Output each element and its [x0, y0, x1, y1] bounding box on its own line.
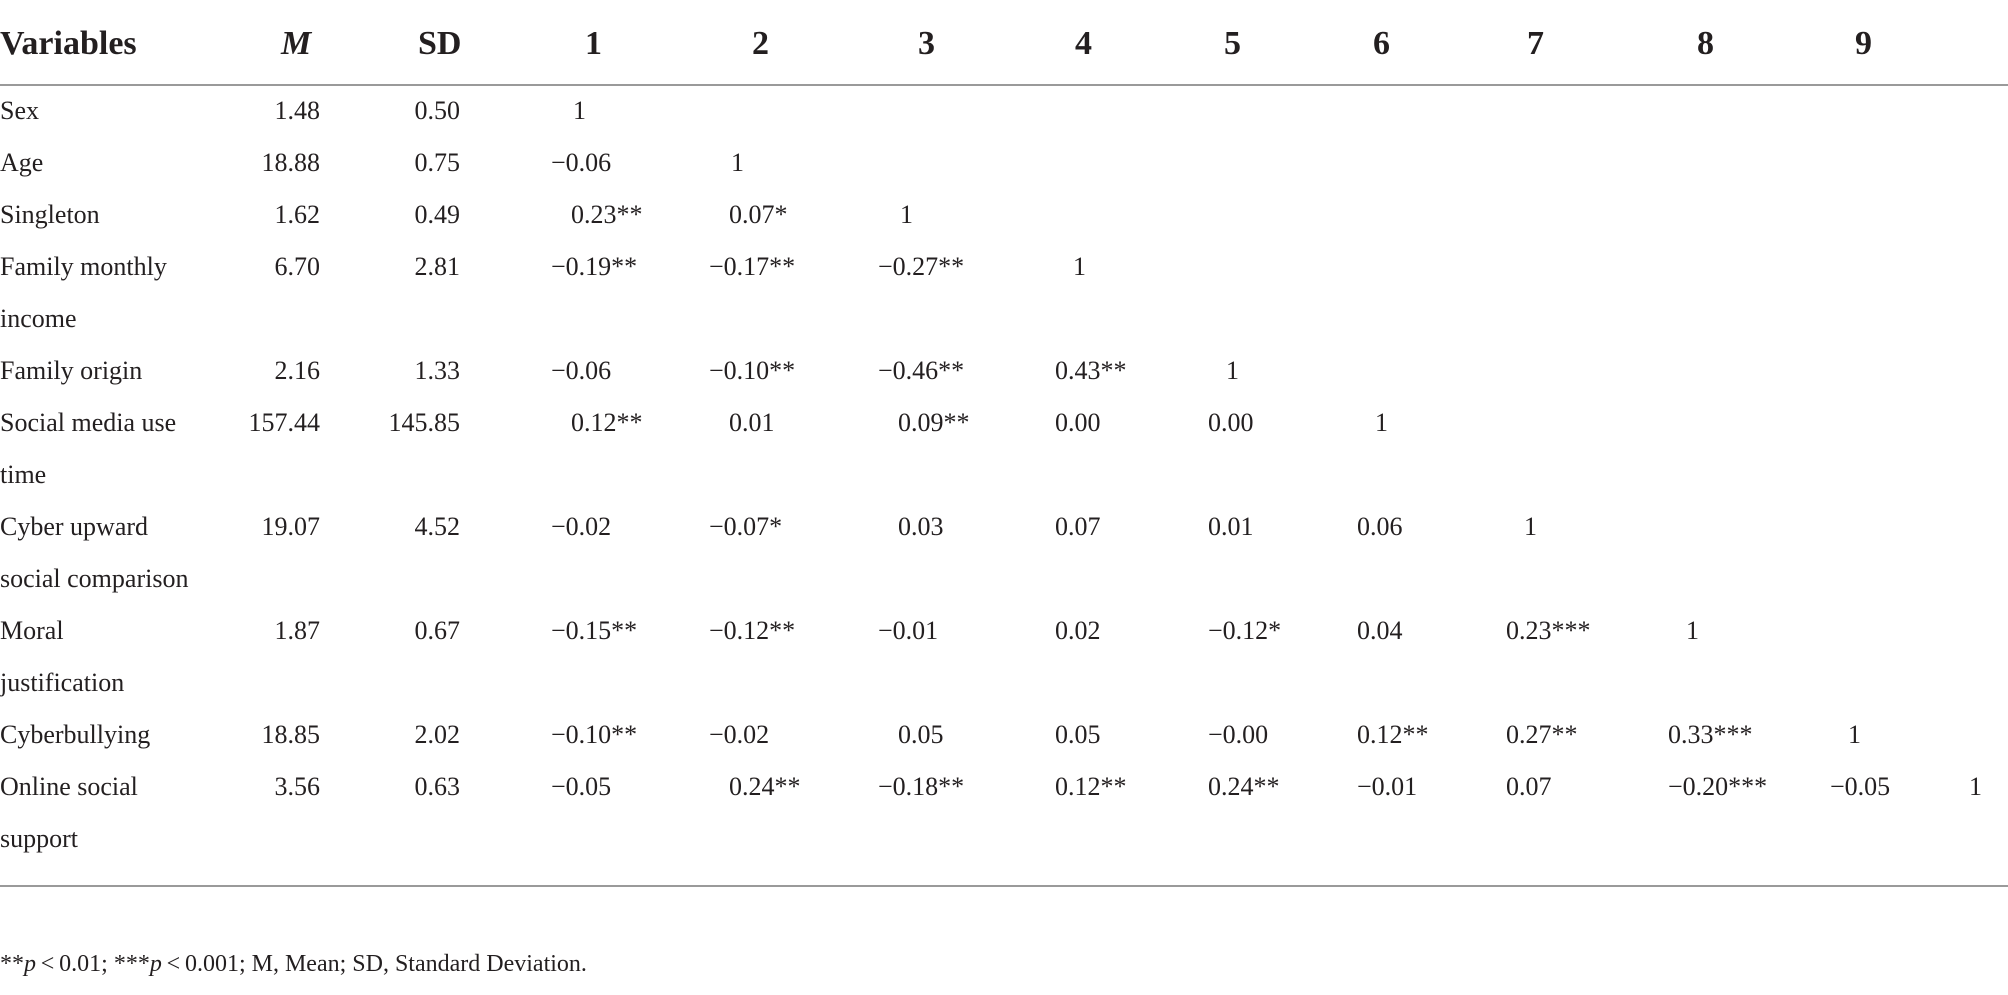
correlation-cell: 0.04 [1357, 616, 1403, 645]
correlation-cell: −0.18** [878, 772, 965, 801]
mean-value: 3.56 [274, 772, 320, 801]
correlation-cell: 0.02 [1055, 616, 1101, 645]
correlation-cell: 0.23*** [1506, 616, 1591, 645]
mean-value: 1.87 [274, 616, 320, 645]
sd-value: 0.50 [414, 96, 460, 125]
row-label: Family origin [0, 356, 143, 385]
correlation-cell: 0.01 [1208, 512, 1254, 541]
correlation-cell: 0.00 [1208, 408, 1254, 437]
sd-value: 0.75 [414, 148, 460, 177]
correlation-cell: −0.15** [551, 616, 638, 645]
header-col-3: 3 [918, 25, 935, 62]
correlation-cell: −0.02 [551, 512, 612, 541]
correlation-cell: 0.01 [729, 408, 775, 437]
correlation-cell: 0.23** [571, 200, 643, 229]
sd-value: 0.67 [414, 616, 460, 645]
footnote-p-1: p [24, 951, 36, 977]
correlation-cell: −0.20*** [1668, 772, 1768, 801]
row-label: Moral [0, 616, 64, 645]
sd-value: 4.52 [414, 512, 460, 541]
correlation-cell: 0.27** [1506, 720, 1578, 749]
correlation-cell: 0.00 [1055, 408, 1101, 437]
header-col-5: 5 [1224, 25, 1241, 62]
row-label: income [0, 304, 77, 333]
mean-value: 1.62 [274, 200, 320, 229]
correlation-cell: −0.17** [709, 252, 796, 281]
correlation-cell: −0.12* [1208, 616, 1282, 645]
correlation-cell: 0.33*** [1668, 720, 1753, 749]
mean-value: 6.70 [274, 252, 320, 281]
mean-value: 2.16 [274, 356, 320, 385]
correlation-cell: −0.00 [1208, 720, 1269, 749]
correlation-cell: 0.09** [898, 408, 970, 437]
correlation-cell: 0.12** [1357, 720, 1429, 749]
correlation-cell: −0.07* [709, 512, 783, 541]
correlation-cell: −0.10** [709, 356, 796, 385]
correlation-cell: −0.01 [1357, 772, 1418, 801]
correlation-cell: 0.43** [1055, 356, 1127, 385]
header-col-4: 4 [1075, 25, 1092, 62]
correlation-cell: −0.05 [551, 772, 612, 801]
footnote-text-1: < 0.01; [36, 951, 114, 977]
row-label: Cyber upward [0, 512, 149, 541]
footnote-text-2: < 0.001; M, Mean; SD, Standard Deviation. [161, 951, 587, 977]
row-label: Sex [0, 96, 39, 125]
correlation-cell: −0.10** [551, 720, 638, 749]
row-label: time [0, 460, 47, 489]
header-variables: Variables [0, 25, 137, 62]
mean-value: 18.85 [261, 720, 320, 749]
correlation-cell: 0.07 [1506, 772, 1552, 801]
row-label: support [0, 824, 78, 853]
footnote-p-2: p [149, 951, 162, 977]
correlation-cell: 0.24** [729, 772, 801, 801]
correlation-cell: 1 [1375, 408, 1388, 437]
header-col-2: 2 [752, 25, 769, 62]
row-label: Family monthly [0, 252, 167, 281]
correlation-cell: 0.05 [898, 720, 944, 749]
correlation-cell: 1 [1848, 720, 1861, 749]
correlation-cell: −0.12** [709, 616, 796, 645]
header-sd: SD [418, 25, 462, 62]
correlation-cell: 1 [900, 200, 913, 229]
header-mean: M [281, 25, 312, 62]
sd-value: 2.81 [414, 252, 460, 281]
correlation-cell: −0.02 [709, 720, 770, 749]
sd-value: 0.49 [414, 200, 460, 229]
correlation-cell: 0.07* [729, 200, 788, 229]
sd-value: 0.63 [414, 772, 460, 801]
sd-value: 2.02 [414, 720, 460, 749]
correlation-cell: −0.06 [551, 148, 612, 177]
correlation-cell: −0.06 [551, 356, 612, 385]
correlation-cell: 1 [1686, 616, 1699, 645]
header-col-1: 1 [585, 25, 602, 62]
correlation-cell: 1 [573, 96, 586, 125]
correlation-cell: 0.24** [1208, 772, 1280, 801]
correlation-cell: 1 [1524, 512, 1537, 541]
mean-value: 1.48 [274, 96, 320, 125]
row-label: Cyberbullying [0, 720, 151, 749]
row-label: Singleton [0, 200, 100, 229]
correlation-cell: 1 [1226, 356, 1239, 385]
row-label: Online social [0, 772, 138, 801]
sd-value: 145.85 [388, 408, 460, 437]
footnote-stars-2: *** [113, 951, 150, 977]
correlation-cell: −0.01 [878, 616, 939, 645]
correlation-cell: 0.06 [1357, 512, 1403, 541]
correlation-cell: −0.19** [551, 252, 638, 281]
header-rule [0, 84, 2008, 86]
correlation-cell: 1 [1969, 772, 1982, 801]
mean-value: 19.07 [261, 512, 320, 541]
correlation-cell: 0.03 [898, 512, 944, 541]
mean-value: 18.88 [261, 148, 320, 177]
correlation-cell: 1 [731, 148, 744, 177]
mean-value: 157.44 [248, 408, 320, 437]
footnote-stars-1: ** [0, 951, 24, 977]
header-col-9: 9 [1855, 25, 1872, 62]
header-col-6: 6 [1373, 25, 1390, 62]
row-label: justification [0, 668, 125, 697]
correlation-cell: 0.07 [1055, 512, 1101, 541]
correlation-cell: −0.27** [878, 252, 965, 281]
header-col-7: 7 [1527, 25, 1544, 62]
correlation-cell: 1 [1073, 252, 1086, 281]
header-col-8: 8 [1697, 25, 1714, 62]
row-label: Age [0, 148, 44, 177]
table-footnote [0, 948, 587, 980]
correlation-cell: 0.12** [571, 408, 643, 437]
correlation-cell: 0.12** [1055, 772, 1127, 801]
row-label: Social media use [0, 408, 177, 437]
correlation-cell: −0.05 [1830, 772, 1891, 801]
bottom-rule [0, 885, 2008, 887]
sd-value: 1.33 [414, 356, 460, 385]
row-label: social comparison [0, 564, 189, 593]
correlation-cell: 0.05 [1055, 720, 1101, 749]
correlation-cell: −0.46** [878, 356, 965, 385]
